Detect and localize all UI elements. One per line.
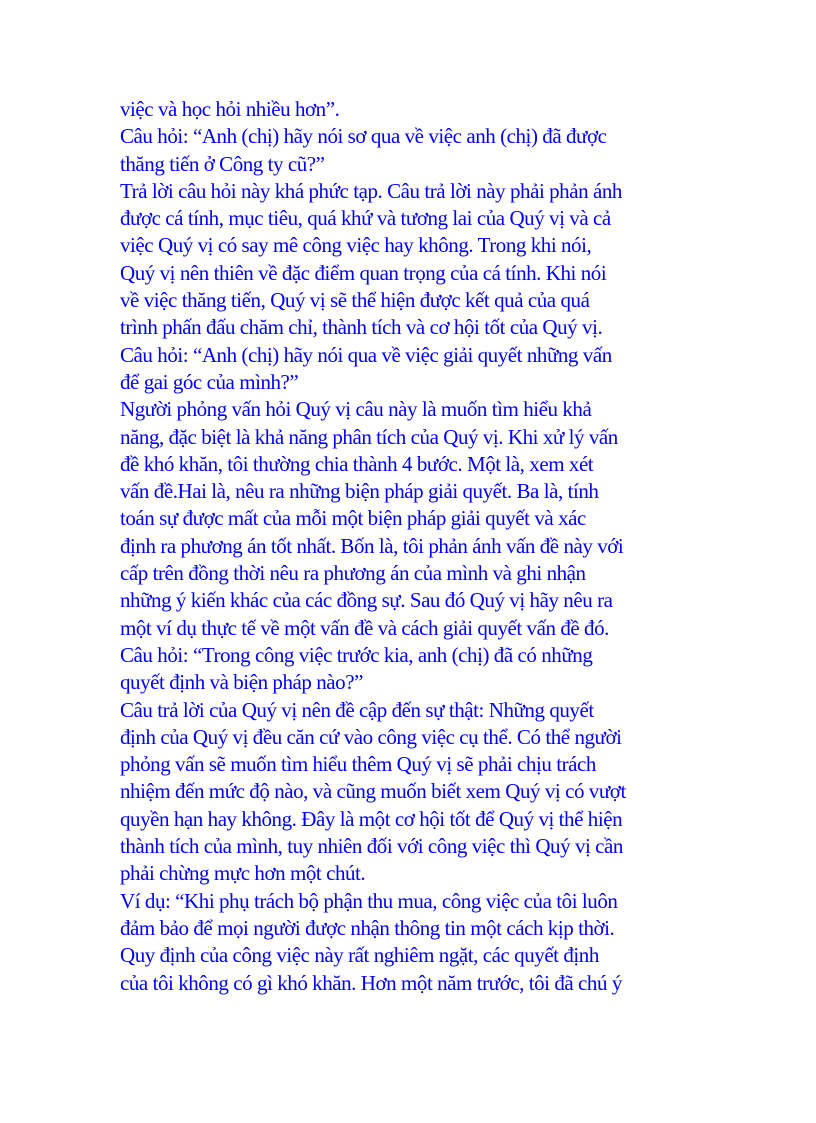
text-line: nhiệm đến mức độ nào, và cũng muốn biết xem Quý vị có vượt <box>120 779 626 804</box>
text-line: Người phỏng vấn hỏi Quý vị câu này là muốn tìm hiểu khả <box>120 397 592 422</box>
text-line: được cá tính, mục tiêu, quá khứ và tương lai của Quý vị và cả <box>120 206 611 231</box>
text-line: trình phấn đấu chăm chỉ, thành tích và cơ hội tốt của Quý vị. <box>120 315 603 340</box>
text-line: Trả lời câu hỏi này khá phức tạp. Câu trả lời này phải phản ánh <box>120 178 622 203</box>
text-line: định ra phương án tốt nhất. Bốn là, tôi phản ánh vấn đề này với <box>120 533 624 558</box>
text-line: của tôi không có gì khó khăn. Hơn một năm trước, tôi đã chú ý <box>120 970 622 995</box>
text-line: cấp trên đồng thời nêu ra phương án của mình và ghi nhận <box>120 561 586 586</box>
text-line: vấn đề.Hai là, nêu ra những biện pháp giải quyết. Ba là, tính <box>120 479 599 504</box>
text-line: Câu hỏi: “Anh (chị) hãy nói sơ qua về việc anh (chị) đã được <box>120 124 607 149</box>
text-line: một ví dụ thực tế về một vấn đề và cách giải quyết vấn đề đó. <box>120 615 609 640</box>
text-line: Quý vị nên thiên về đặc điểm quan trọng của cá tính. Khi nói <box>120 260 607 285</box>
text-line: để gai góc của mình?” <box>120 369 299 394</box>
text-line: năng, đặc biệt là khả năng phân tích của Quý vị. Khi xử lý vấn <box>120 424 618 449</box>
text-line: Câu trả lời của Quý vị nên đề cập đến sự thật: Những quyết <box>120 697 594 722</box>
document-body <box>120 96 720 997</box>
text-line: phỏng vấn sẽ muốn tìm hiểu thêm Quý vị sẽ phải chịu trách <box>120 752 596 777</box>
text-line: việc Quý vị có say mê công việc hay không. Trong khi nói, <box>120 233 592 258</box>
text-line: đề khó khăn, tôi thường chia thành 4 bước. Một là, xem xét <box>120 451 594 476</box>
text-line: những ý kiến khác của các đồng sự. Sau đó Quý vị hãy nêu ra <box>120 588 613 613</box>
text-line: về việc thăng tiến, Quý vị sẽ thể hiện được kết quả của quá <box>120 288 590 313</box>
text-line: Quy định của công việc này rất nghiêm ngặt, các quyết định <box>120 943 599 968</box>
text-line: quyết định và biện pháp nào?” <box>120 670 363 695</box>
text-line: Câu hỏi: “Trong công việc trước kia, anh (chị) đã có những <box>120 642 593 667</box>
text-line: thành tích của mình, tuy nhiên đối với công việc thì Quý vị cần <box>120 834 623 859</box>
text-line: định của Quý vị đều căn cứ vào công việc cụ thể. Có thể người <box>120 724 622 749</box>
text-line: Câu hỏi: “Anh (chị) hãy nói qua về việc giải quyết những vấn <box>120 342 612 367</box>
text-line: việc và học hỏi nhiều hơn”. <box>120 97 340 121</box>
text-line: thăng tiến ở Công ty cũ?” <box>120 151 325 176</box>
text-line: quyền hạn hay không. Đây là một cơ hội tốt để Quý vị thể hiện <box>120 806 623 831</box>
text-line: đảm bảo để mọi người được nhận thông tin một cách kịp thời. <box>120 915 615 940</box>
text-line: toán sự được mất của mỗi một biện pháp giải quyết và xác <box>120 506 586 531</box>
text-line: Ví dụ: “Khi phụ trách bộ phận thu mua, công việc của tôi luôn <box>120 888 618 913</box>
text-line: phải chừng mực hơn một chút. <box>120 861 366 886</box>
